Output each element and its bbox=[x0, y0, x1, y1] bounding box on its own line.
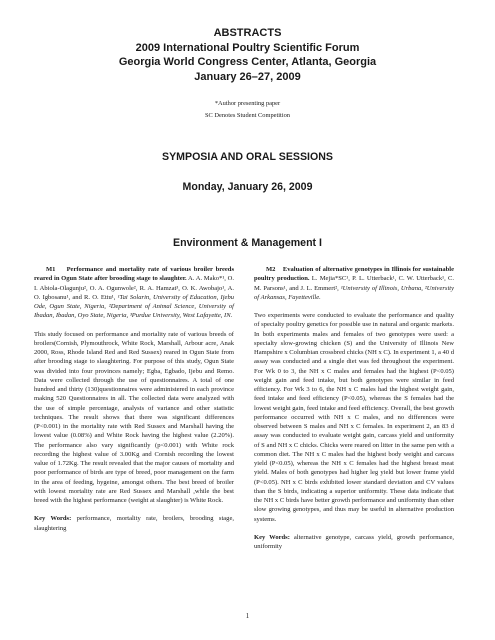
student-competition-note: SC Denotes Student Competition bbox=[204, 111, 291, 119]
abstract-m1-authors: A. A. Mako*¹, O. I. Abiola-Olagunju², O. A. Ogunwole², R. A. Hamzat³, O. K. Awobajo¹, A. O. Igbosanu¹, and R. O. Ettu¹, bbox=[34, 275, 234, 301]
abstract-m1-keywords-text: performance, mortality rate, broilers, brooding stage, slaughtering bbox=[34, 515, 234, 532]
header-title: ABSTRACTS bbox=[213, 27, 282, 39]
abstract-m2-heading bbox=[254, 265, 454, 302]
abstract-m2-keywords bbox=[254, 533, 454, 552]
footnote-legend bbox=[0, 98, 495, 121]
abstract-m2-affiliations: ¹University of Illinois, Urbana, ²University of Arkansas, Fayetteville. bbox=[254, 284, 454, 301]
event-dates: January 26–27, 2009 bbox=[194, 70, 301, 83]
author-note: *Author presenting paper bbox=[214, 100, 281, 107]
venue: Georgia World Congress Center, Atlanta, Georgia bbox=[118, 56, 377, 68]
abstract-m2-keywords-text: alternative genotype, carcass yield, growth performance, uniformity bbox=[254, 533, 454, 550]
abstract-m1 bbox=[34, 265, 234, 533]
abstract-m1-id: M1 bbox=[46, 266, 56, 273]
session-title: Environment & Management I bbox=[173, 237, 322, 249]
abstract-m2-id: M2 bbox=[266, 266, 276, 273]
abstract-m1-title: Performance and mortality rate of various broiler breeds reared in Ogun State after brooding stage to slaughter. bbox=[34, 266, 234, 283]
abstract-m2-title: Evaluation of alternative genotypes in Illinois for sustainable poultry production. bbox=[254, 266, 454, 283]
date-heading: Monday, January 26, 2009 bbox=[182, 181, 313, 193]
abstract-m2-body: Two experiments were conducted to evaluate the performance and quality of specialty poultry genetics for possible use in natural and organic markets. In both experiments males and females of two genotypes were used: a specialty slow-growing chicken (S) and the University of Illinois New Hampshire x Columbian crossbred chicks (NH x C). In experiment 1, a 40 d assay was conducted and a single diet was fed throughout the experiment. For Wk 0 to 3, the NH x C males and females had the highest (P<0.05) weight gain and feed intake, but both genotypes were similar in feed efficiency. For Wk 3 to 6, the NH x C males had the highest weight gain, feed intake and feed efficiency (P<0.05), whereas the S females had the lowest weight gain, feed intake and feed efficiency. Overall, the best growth performance occurred with NH x C males, and no differences were observed between S males and NH x C females. In experiment 2, an 83 d assay was conducted to evaluate weight gain, carcass yield and uniformity of S and NH x C chicks. Chicks were reared on litter in the same pen with a common diet. The NH x C males had the highest body weight and carcass yield (P<0.05), whereas the NH x C females had the highest breast meat yield. Males of both genotypes had higher leg yield but lower frame yield (P<0.05). NH x C birds exhibited lower standard deviation and CV values than the S birds, indicating a superior uniformity. These data indicate that the NH x C birds have better growth performance and uniformity than other slow growing genotypes, and thus may be useful in alternative production systems. bbox=[254, 312, 454, 523]
abstract-m2-authors: L. Mejia*SC¹, P. L. Utterback¹, C. W. Utterback¹, C. M. Parsons¹, and J. L. Emmert², bbox=[254, 275, 454, 292]
abstract-m1-keywords-label: Key Words: bbox=[34, 515, 72, 523]
page-number: 1 bbox=[245, 612, 250, 620]
abstract-m2 bbox=[254, 265, 454, 551]
symposia-title: SYMPOSIA AND ORAL SESSIONS bbox=[162, 151, 333, 163]
abstract-m1-body: This study focused on performance and mortality rate of various breeds of broilers(Cornish, Plymouthrock, White Rock, Marshall, Arbour acre, Anak 2000, Ross, Rhode Island Red and Red Sussex) reared in Ogun State from after brooding stage to slaughtering. For purpose of this study, Ogun State was divided into four provinces namely; Egba, Egbado, Ijebu and Remo. Data were collected through the use of questionnaires. A total of one hundred and thirty (130)questionnaires were administered in each province making 520 Questionnaires in all. The collected data were analyzed with the use of simple percentage, analysis of variance and other statistic techniques. The result shows that there was significant differences (P<0.001) in the mortality rate with Red Sussex and Marshall having the lowest value (0.08%) and White Rock having the highest value (2.20%). The performance also vary significantly (p<0.001) with White rock recording the highest value of 3.00Kg and Cornish recording the lowest value of 1.72Kg. The result revealed that the major causes of mortality and poor performance of birds are type of breed, poor management on the farm in the area of feeding, hygeine, amongst others. The best breed of broiler with lowest mortality rate are Red Sussex and Marshall ,while the best breed with the highest performance (weight at slaughter) is White Rock. bbox=[34, 330, 234, 504]
abstracts-header bbox=[0, 26, 495, 84]
abstract-m1-affiliations: ¹Tai Solarin, University of Education, Ijebu Ode, Ogun State, Nigeria, ²Department of Animal Science, University of Ibadan, Ibadan, Oyo State, Nigeria, ³Purdue University, West Lafayette, IN. bbox=[34, 293, 235, 320]
abstract-m2-keywords-label: Key Words: bbox=[254, 533, 290, 541]
forum-name: 2009 International Poultry Scientific Forum bbox=[135, 41, 360, 54]
abstract-m1-heading bbox=[34, 265, 234, 321]
abstract-m1-keywords bbox=[34, 514, 234, 533]
